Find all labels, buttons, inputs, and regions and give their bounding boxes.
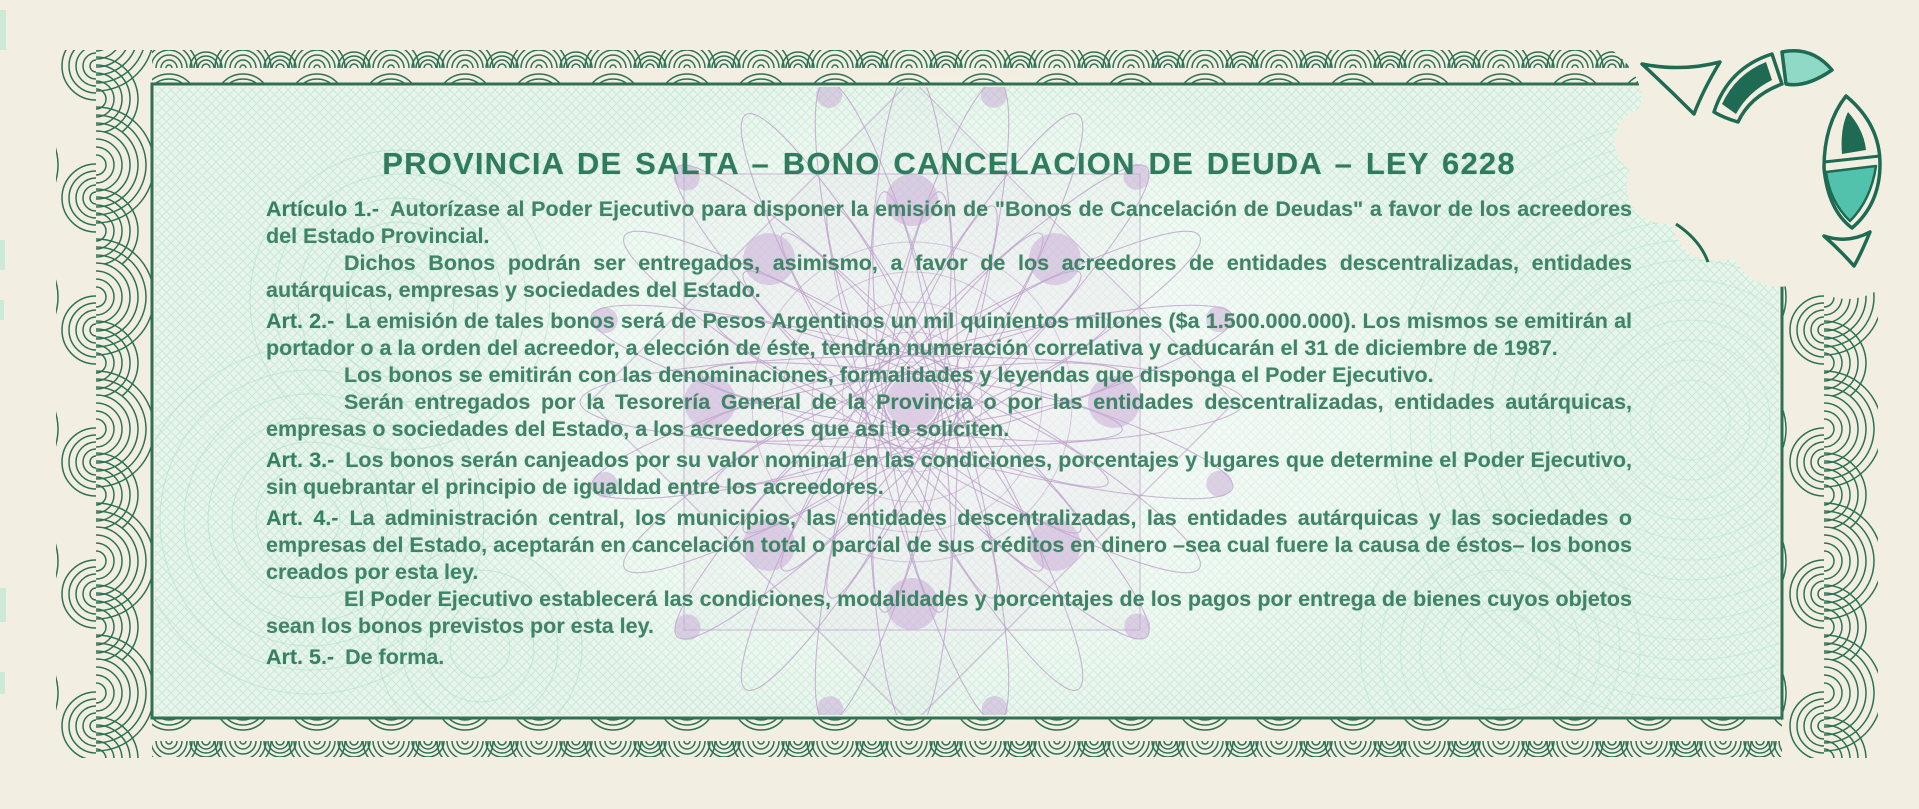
article-paragraph: Art. 2.- La emisión de tales bonos será de Pesos Argentinos un mil quinientos millones ($a 1.500.000.000). Los mismos se emitirán al portador o a la orden del acreedor, a elección de éste, tendrán numeración correlativa y caducarán el 31 de diciembre de 1987. <box>266 309 1632 360</box>
article-label: Art. 4.- <box>266 506 339 530</box>
body-paragraph: Los bonos se emitirán con las denominaciones, formalidades y leyendas que disponga el Poder Ejecutivo. <box>344 363 1434 387</box>
document-title: PROVINCIA DE SALTA – BONO CANCELACION DE DEUDA – LEY 6228 <box>382 146 1516 181</box>
body-paragraph: Serán entregados por la Tesorería General de la Provincia o por las entidades descentralizadas, entidades autárquicas, empresas o sociedades del Estado, a los acreedores que así lo soliciten. <box>266 390 1632 441</box>
article-label: Art. 5.- <box>266 645 335 669</box>
article-paragraph: Art. 5.- De forma. <box>266 645 445 669</box>
article-paragraph: Artículo 1.- Autorízase al Poder Ejecutivo para disponer la emisión de "Bonos de Cancelación de Deudas" a favor de los acreedores del Estado Provincial. <box>266 197 1632 248</box>
article-paragraph: Art. 3.- Los bonos serán canjeados por su valor nominal en las condiciones, porcentajes y lugares que determine el Poder Ejecutivo, sin quebrantar el principio de igualdad entre los acreedores. <box>266 448 1632 499</box>
article-label: Art. 2.- <box>266 309 335 333</box>
article-label: Artículo 1.- <box>266 197 379 221</box>
document-body <box>266 196 1632 671</box>
article-paragraph: Art. 4.- La administración central, los municipios, las entidades descentralizadas, las entidades autárquicas y las sociedades o empresas del Estado, aceptarán en cancelación total o parcial de sus créditos en dinero –sea cual fuere la causa de éstos– los bonos creados por esta ley. <box>266 506 1632 584</box>
article-label: Art. 3.- <box>266 448 335 472</box>
scan-smudges <box>0 10 6 694</box>
document-text <box>266 146 1632 671</box>
body-paragraph: El Poder Ejecutivo establecerá las condiciones, modalidades y porcentajes de los pagos por entrega de bienes cuyos objetos sean los bonos previstos por esta ley. <box>266 587 1632 638</box>
body-paragraph: Dichos Bonos podrán ser entregados, asimismo, a favor de los acreedores de entidades descentralizadas, entidades autárquicas, empresas y sociedades del Estado. <box>266 251 1632 302</box>
